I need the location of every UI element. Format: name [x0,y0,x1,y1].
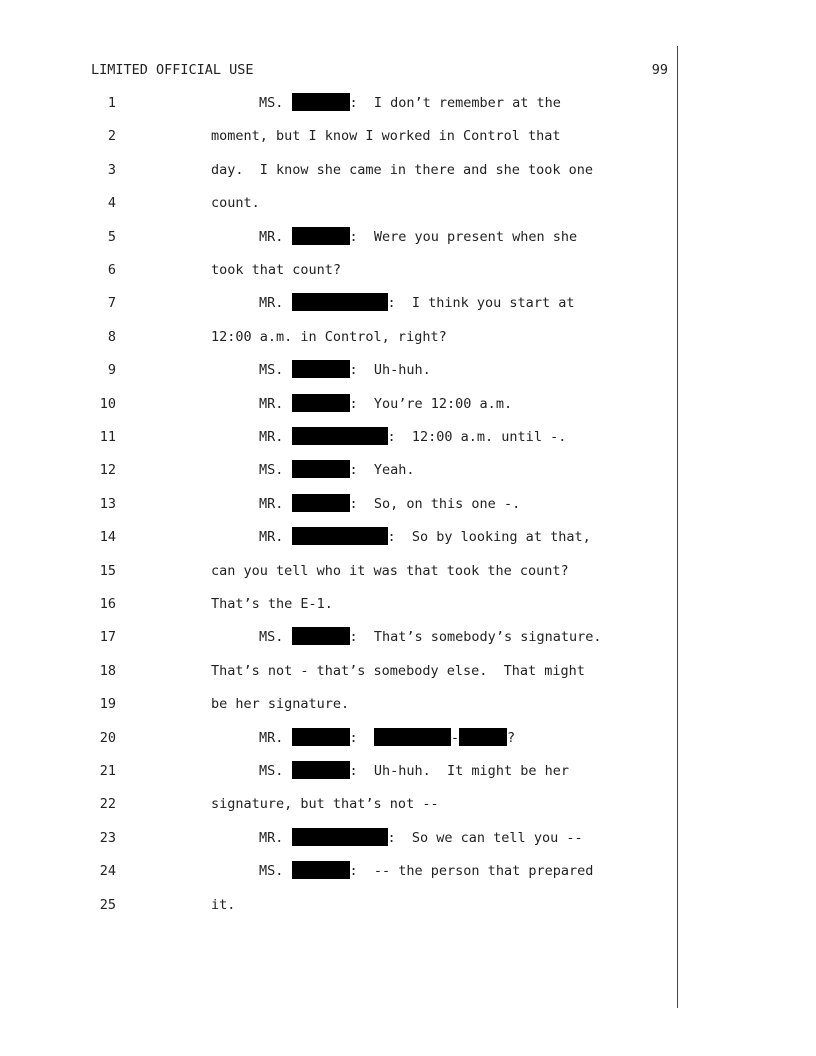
text-segment: - [450,729,460,746]
redaction-block [292,93,350,111]
text-segment: day. I know she came in there and she took one [211,161,594,178]
redaction-block [292,293,388,311]
line-number: 21 [99,763,116,779]
text-segment: : -- the person that prepared [349,863,594,880]
line-number: 1 [107,95,116,111]
text-segment: : That’s somebody’s signature. [349,629,602,646]
text-segment: That’s not - that’s somebody else. That might [211,662,585,679]
text-segment: 12:00 a.m. in Control, right? [211,328,447,345]
line-number: 23 [99,829,116,846]
line-text [211,259,341,281]
line-number: 15 [99,562,116,579]
text-segment: signature, but that’s not -- [211,796,439,813]
text-segment: MS. [259,763,292,779]
line-number: 22 [99,796,116,813]
line-number: 11 [99,429,116,445]
text-segment: MS. [259,462,292,479]
text-segment: : [349,729,374,746]
line-text [259,827,583,849]
margin-rule [677,46,678,1008]
text-segment: MR. [259,228,292,245]
line-text [259,292,574,314]
line-text [259,459,415,481]
line-number: 16 [99,596,116,612]
line-number: 25 [99,896,116,913]
line-text [259,727,515,749]
redaction-block [292,360,350,378]
redaction-block [292,728,350,746]
text-segment: MR. [259,495,292,512]
redaction-block [459,728,507,746]
text-segment: : Yeah. [349,462,415,479]
line-number: 10 [99,395,116,412]
line-number: 6 [107,262,116,278]
text-segment: MR. [259,729,292,746]
redaction-block [292,761,350,779]
line-text [211,593,333,615]
line-number: 17 [99,629,116,646]
redaction-block [374,728,451,746]
line-text [211,192,260,214]
redaction-block [292,627,350,645]
line-text [211,326,447,348]
text-segment: : So we can tell you -- [387,829,583,846]
line-text [259,393,512,415]
line-text [259,226,577,248]
line-text [211,560,569,582]
text-segment: MR. [259,829,292,846]
text-segment: : You’re 12:00 a.m. [349,395,513,412]
text-segment: MR. [259,429,292,445]
text-segment: ? [507,729,516,746]
text-segment: MR. [259,395,292,412]
line-number: 5 [107,228,116,245]
line-number: 8 [107,328,116,345]
page-number: 99 [651,62,668,78]
text-segment: can you tell who it was that took the count? [211,562,569,579]
redaction-block [292,460,350,478]
redaction-block [292,861,350,879]
text-segment: : I don’t remember at the [349,95,561,111]
line-number: 13 [99,495,116,512]
line-number: 3 [107,161,116,178]
line-text [259,526,591,548]
classification-header: LIMITED OFFICIAL USE [91,62,254,78]
line-number: 20 [99,729,116,746]
line-number: 12 [99,462,116,479]
text-segment: took that count? [211,262,342,278]
text-segment: it. [211,896,236,913]
line-number: 19 [99,696,116,713]
line-number: 14 [99,529,116,546]
line-text [259,426,566,448]
redaction-block [292,394,350,412]
text-segment: : So, on this one -. [349,495,521,512]
text-segment: : Uh-huh. [349,362,431,379]
text-segment: MR. [259,529,292,546]
line-text [259,493,520,515]
text-segment: count. [211,195,260,212]
text-segment: : Were you present when she [349,228,578,245]
text-segment: moment, but I know I worked in Control that [211,128,561,145]
line-number: 9 [107,362,116,379]
line-text [211,125,561,147]
line-text [259,92,561,114]
line-number: 4 [107,195,116,212]
text-segment: MS. [259,629,292,646]
line-text [211,894,235,916]
text-segment: be her signature. [211,696,350,713]
line-text [259,760,569,782]
line-number: 24 [99,863,116,880]
text-segment: MR. [259,295,292,312]
text-segment: : Uh-huh. It might be her [349,763,569,779]
redaction-block [292,227,350,245]
line-text [211,693,349,715]
text-segment: MS. [259,95,292,111]
text-segment: MS. [259,863,292,880]
line-number: 7 [107,295,116,312]
line-text [211,660,585,682]
line-number: 18 [99,662,116,679]
line-text [211,793,439,815]
text-segment: : I think you start at [387,295,575,312]
text-segment: That’s the E-1. [211,596,333,612]
text-segment: : So by looking at that, [387,529,591,546]
redaction-block [292,494,350,512]
text-segment: : 12:00 a.m. until -. [387,429,567,445]
line-text [259,860,593,882]
line-number: 2 [107,128,116,145]
line-text [259,626,601,648]
redaction-block [292,828,388,846]
redaction-block [292,427,388,445]
line-text [211,159,593,181]
line-text [259,359,431,381]
redaction-block [292,527,388,545]
text-segment: MS. [259,362,292,379]
